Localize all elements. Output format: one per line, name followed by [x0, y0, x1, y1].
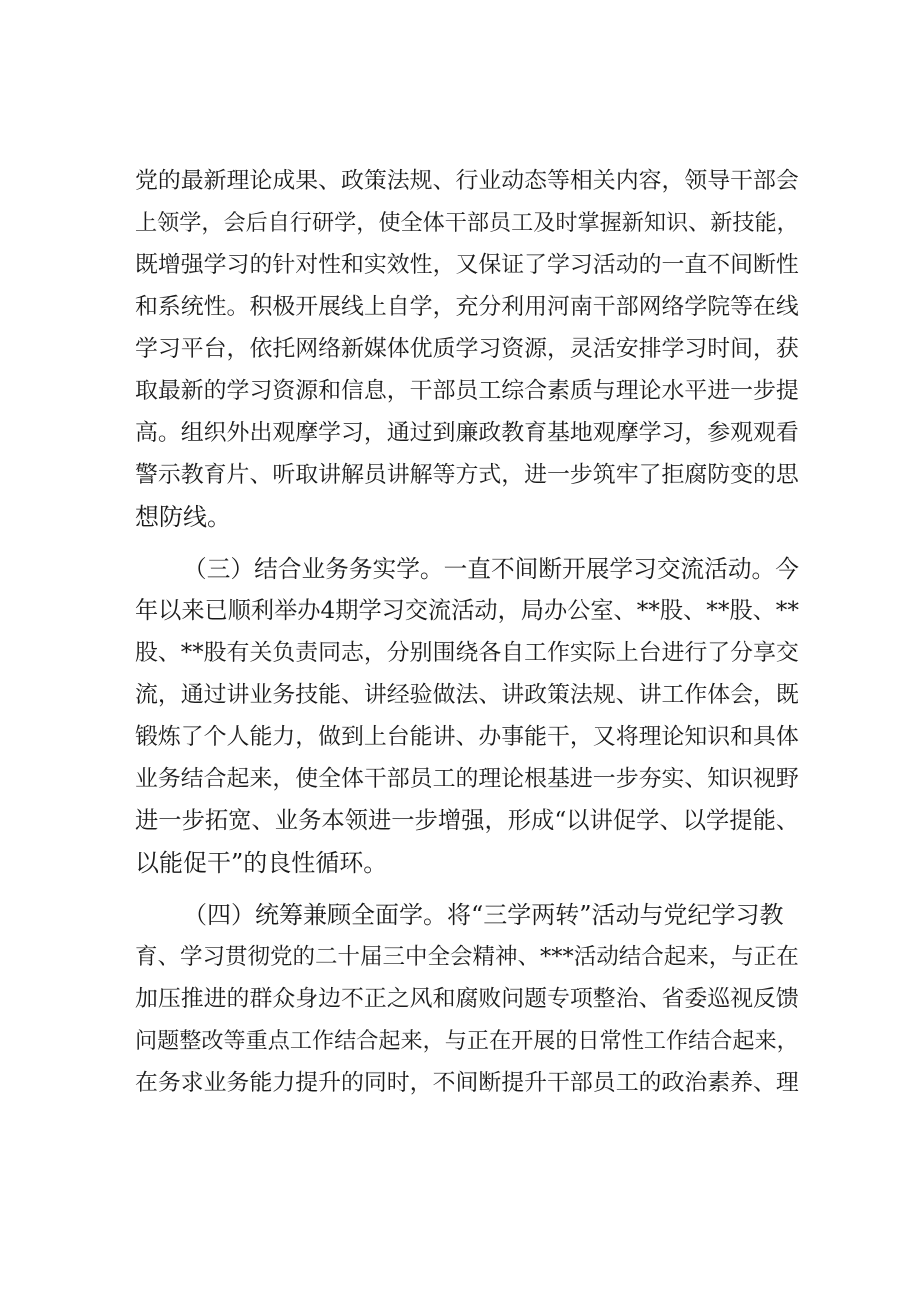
text-line: 年以来已顺利举办4期学习交流活动，局办公室、**股、**股、** [135, 597, 799, 624]
text-line: 取最新的学习资源和信息，干部员工综合素质与理论水平进一步提 [135, 378, 799, 404]
text-line: 流，通过讲业务技能、讲经验做法、讲政策法规、讲工作体会，既 [135, 682, 799, 708]
text-line: 想防线。 [135, 503, 231, 531]
text-line: 加压推进的群众身边不正之风和腐败问题专项整治、省委巡视反馈 [135, 986, 799, 1012]
text-line: 进一步拓宽、业务本领进一步增强，形成“以讲促学、以学提能、 [135, 807, 800, 834]
text-line: 警示教育片、听取讲解员讲解等方式，进一步筑牢了拒腐防变的思 [135, 462, 799, 488]
text-line: 学习平台，依托网络新媒体优质学习资源，灵活安排学习时间，获 [135, 336, 799, 362]
text-line: （四）统筹兼顾全面学。将“三学两转”活动与党纪学习教 [183, 901, 784, 929]
text-line: 以能促干”的良性循环。 [135, 849, 388, 877]
text-line: 育、学习贯彻党的二十届三中全会精神、***活动结合起来，与正在 [135, 944, 799, 970]
text-line: 既增强学习的针对性和实效性，又保证了学习活动的一直不间断性 [135, 252, 799, 278]
text-line: 高。组织外出观摩学习，通过到廉政教育基地观摩学习，参观观看 [135, 420, 799, 446]
text-line: 股、**股有关负责同志，分别围绕各自工作实际上台进行了分享交 [135, 640, 799, 666]
text-line: 在务求业务能力提升的同时，不间断提升干部员工的政治素养、理 [135, 1070, 799, 1096]
text-line: 和系统性。积极开展线上自学，充分利用河南干部网络学院等在线 [135, 294, 799, 320]
text-line: 上领学，会后自行研学，使全体干部员工及时掌握新知识、新技能， [135, 210, 799, 236]
text-line: 党的最新理论成果、政策法规、行业动态等相关内容，领导干部会 [135, 168, 799, 194]
text-line: 业务结合起来，使全体干部员工的理论根基进一步夯实、知识视野 [135, 766, 799, 792]
text-line: 问题整改等重点工作结合起来，与正在开展的日常性工作结合起来， [135, 1028, 799, 1054]
text-line: （三）结合业务务实学。一直不间断开展学习交流活动。今 [183, 555, 799, 583]
text-line: 锻炼了个人能力，做到上台能讲、办事能干，又将理论知识和具体 [135, 724, 799, 750]
